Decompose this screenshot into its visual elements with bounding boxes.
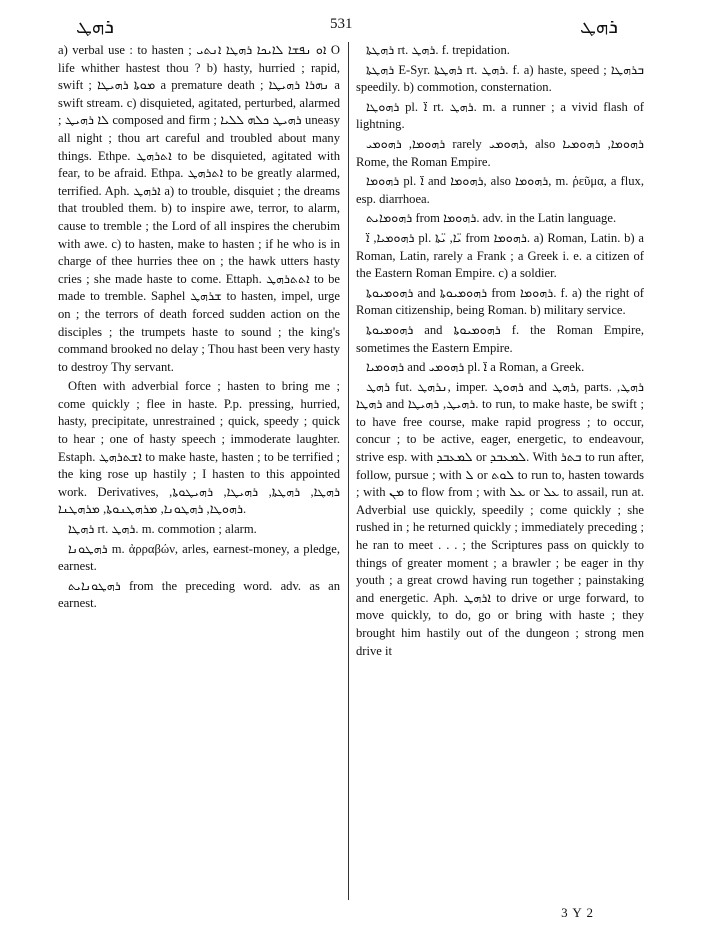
dictionary-entry: ܪܗܘܛܐ pl. ܐ̈ rt. ܪܗܛ. m. a runner ; a vivid flash of lightning. xyxy=(356,99,644,132)
dictionary-entry: ܪܗܛܘܢܐܝܬ from the preceding word. adv. as an earnest. xyxy=(58,578,340,611)
column-divider xyxy=(348,42,349,900)
right-running-headword: ܪܗܛ xyxy=(580,14,619,38)
left-running-headword: ܪܗܛ xyxy=(76,14,115,38)
entry-adverbial-use: Often with adverbial force ; hasten to bring me ; come quickly ; flee in haste. P.p. pressing, hurried, hasty, precipitate, unrestrained ; quick, speedy ; quick to hear ; one of hasty speech ; immoderate laughter. Estaph. ܐܫܬܪܗܛ to make haste, hasten ; to be terrified ; the king rose up hastily ; I hasten to this appointed work. Derivatives, ܪܗܛܐ, ܪܗܛܬܐ, ܪܗܝܛܐ, ܪܗܝܛܘܬܐ, ܪܗܘܛܐ, ܪܗܛܘܢܐ, ܡܪܗܛܢܘܬܐ, ܡܪܗܛܢܐ. xyxy=(58,379,340,517)
dictionary-entry: ܪܗܛܬܐ rt. ܪܗܛ. f. trepidation. xyxy=(366,43,510,57)
signature-mark: 3 Y 2 xyxy=(561,905,594,920)
dictionary-entry: ܪܗܛ fut. ܢܪܗܛ, imper. ܪܗܘܛ and ܪܗܛ, parts. ܪܗܛ, ܪܗܛܐ and ܪܗܝܛ, ܪܗܝܛܐ. to run, to make haste, be swift ; to have free course, make rapid progress ; to occur, concur ; to be active, eager, energetic, to endeavour, strive esp. with ܠܡܥܒܕ or ܠܡܥܒܕ. With ܒܬܪ to run after, follow, pursue ; with ܠ or ܠܘܬ to run to, hasten towards ; with ܡܢ to flow from ; with ܥܠ or ܥܠ to assail, run at. Adverbial use quickly, speedily ; come quickly ; she rushed in ; he returned quickly ; immediately preceding ; he ran to meet . . . ; the Scriptures pass on quickly to things of greater moment ; a brawler ; be eager in thy youth ; a great crowd having run together ; painstaking and energetic. Aph. ܐܪܗܛ to drive or urge forward, to move quickly, to do, go or bring with haste ; they brought him hastily out of the dungeon ; strong men drive it xyxy=(356,379,644,658)
entry-continuation: a) verbal use : to hasten ; ܐܘ ܢܦܫܐ ܠܐܝܟܐ ܪܗܛܐ ܐܢܬܝ O life whither hastest thou ? b) hasty, hurried ; rapid, swift ; ܡܘܬܐ ܪܗܝܛܐ a premature death ; ܢܗܪܐ ܪܗܝܛܐ a swift stream. c) disquieted, agitated, perturbed, alarmed ; ܠܐ ܪܗܝܛ composed and firm ; ܪܗܝܛ ܟܠܗ ܠܠܝܐ uneasy all night ; thou art careful and troubled about many things. Ethpe. ܐܬܪܗܛ to be disquieted, agitated with fear, to be afraid. Ethpa. ܐܬܪܗܛ to be greatly alarmed, terrified. Aph. ܐܪܗܛ a) to trouble, disquiet ; the dreams that troubled them. b) to inspire awe, terror, to alarm, cause to tremble ; the Lord of all inspires the cherubim with awe. c) to hasten, make to hasten ; if he who is in charge of thee hurries thee on ; the hawk utters hasty cries ; she made haste to come. Ettaph. ܐܬܬܪܗܛ to be made to tremble. Saphel ܫܪܗܛ to hasten, impel, urge on ; the terrors of death forced sudden action on the disciples ; the trumpets haste to sound ; the king's command brooked no delay ; Thou hast been very hasty to destroy Thy servant. xyxy=(58,43,340,374)
dictionary-entry: ܪܗܛܐ rt. ܪܗܛ. m. commotion ; alarm. xyxy=(68,522,257,537)
dictionary-entry: ܪܗܘܡܝܐ, ܐ̈ pl. ܝ̈ܐ, ܝ̈ܬܐ from ܪܗܘܡܐ. a) Roman, Latin. b) a Roman, Latin, rarely a Frank ; a Greek i. e. a citizen of the Eastern Roman Empire. c) a soldier. xyxy=(356,230,644,281)
dictionary-entry: ܪܗܘܡܝܐ and ܪܗܘܡܝ pl. ܐ̈ a Roman, a Greek. xyxy=(366,360,585,375)
page-header xyxy=(0,14,704,40)
page-number: 531 xyxy=(330,16,353,32)
dictionary-entry: ܪܗܘܡܝܘܬܐ and ܪܗܘܡܝܘܬܐ f. the Roman Empire, sometimes the Eastern Empire. xyxy=(356,322,644,355)
dictionary-entry: ܪܗܘܡܝܘܬܐ and ܪܗܘܡܝܘܬܐ from ܪܗܘܡܐ. f. a) the right of Roman citizenship, being Roman. b) military service. xyxy=(356,285,644,318)
dictionary-entry: ܪܗܛܬܐ E-Syr. ܪܗܛܬܐ rt. ܪܗܛ. f. a) haste, speed ; ܒܪܗܛܐ speedily. b) commotion, consternation. xyxy=(356,62,644,95)
dictionary-entry: ܪܗܘܡܐܝܬ from ܪܗܘܡܐ. adv. in the Latin language. xyxy=(366,211,617,226)
dictionary-entry: ܪܗܘܡܐ pl. ܐ̈ and ܪܗܘܡܐ, also ܪܗܘܡܐ, m. ῥεῦμα, a flux, esp. diarrhoea. xyxy=(356,174,644,206)
dictionary-entry: ܪܗܘܡܐ, ܪܗܘܡܝ rarely ܪܗܘܡܝ, also ܪܗܘܡܐ, ܪܗܘܡܝܐ Rome, the Roman Empire. xyxy=(356,136,644,169)
dictionary-entry: ܪܗܛܘܢܐ m. ἀρραβών, arles, earnest-money, a pledge, earnest. xyxy=(58,541,340,574)
right-column xyxy=(356,42,644,899)
left-column xyxy=(58,42,340,899)
